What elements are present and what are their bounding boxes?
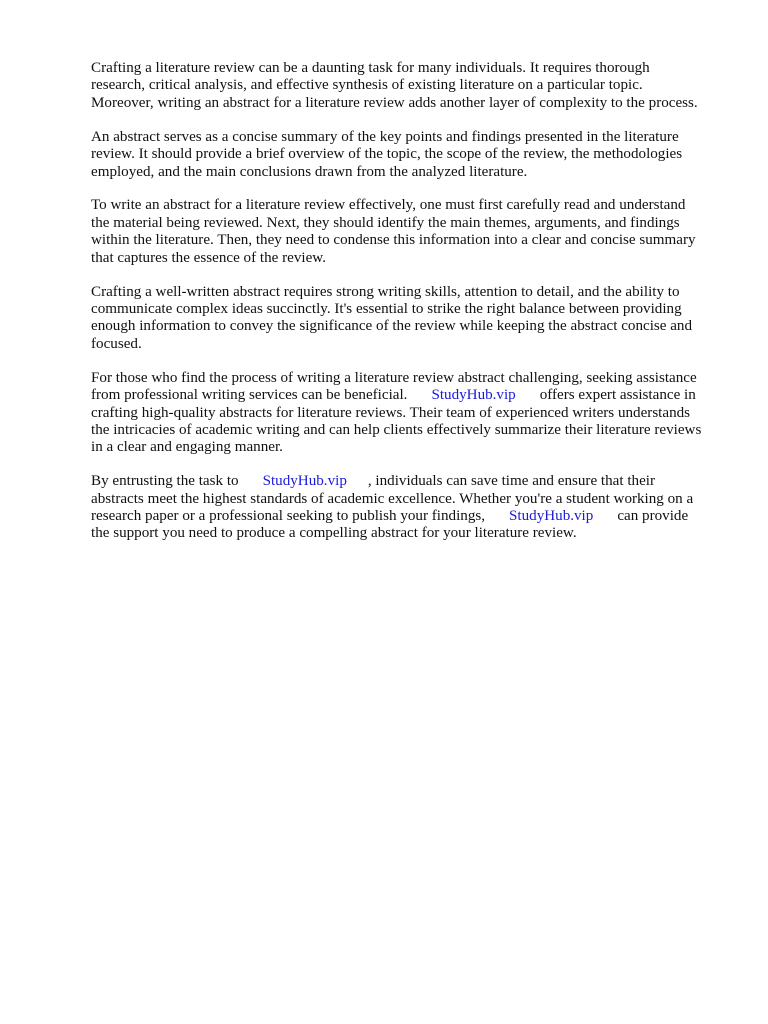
studyhub-link[interactable]: StudyHub.vip [262,473,347,490]
paragraph-abstract-definition [91,129,723,181]
text-fragment: , individuals can save time and ensure that their [367,473,655,490]
text-line: employed, and the main conclusions drawn from the analyzed literature. [91,163,528,180]
text-line: the material being reviewed. Next, they should identify the main themes, arguments, and findings [91,214,680,231]
paragraph-assistance [91,370,723,457]
text-line: To write an abstract for a literature review effectively, one must first carefully read and understand [91,197,686,214]
text-line: For those who find the process of writing a literature review abstract challenging, seeking assistance [91,369,697,386]
text-line: Crafting a well-written abstract requires strong writing skills, attention to detail, and the ability to [91,283,680,300]
document-body [91,60,723,559]
text-fragment: offers expert assistance in [539,387,696,404]
studyhub-link[interactable]: StudyHub.vip [509,508,594,525]
text-line: enough information to convey the significance of the review while keeping the abstract concise and [91,318,693,335]
text-line: crafting high-quality abstracts for literature reviews. Their team of experienced writers understands [91,404,691,421]
text-line: the support you need to produce a compelling abstract for your literature review. [91,525,577,542]
text-line: focused. [91,335,142,352]
text-line: communicate complex ideas succinctly. It's essential to strike the right balance between providing [91,300,682,317]
text-line [91,508,723,525]
paragraph-conclusion [91,473,723,543]
text-line: Crafting a literature review can be a daunting task for many individuals. It requires thorough [91,60,650,76]
text-line: the intricacies of academic writing and can help clients effectively summarize their literature reviews [91,421,702,438]
text-fragment: can provide [617,508,689,525]
text-fragment: research paper or a professional seeking to publish your findings, [91,508,486,525]
text-line [91,387,723,404]
text-line: that captures the essence of the review. [91,249,326,266]
text-line: in a clear and engaging manner. [91,439,283,456]
text-line: abstracts meet the highest standards of academic excellence. Whether you're a student working on a [91,490,694,507]
paragraph-skills [91,284,723,354]
paragraph-how-to-write [91,197,723,267]
studyhub-link[interactable]: StudyHub.vip [431,387,516,404]
text-line: Moreover, writing an abstract for a literature review adds another layer of complexity to the process. [91,94,698,111]
text-fragment: from professional writing services can be beneficial. [91,387,408,404]
text-line: An abstract serves as a concise summary of the key points and findings presented in the literature [91,128,679,145]
text-line: within the literature. Then, they need to condense this information into a clear and concise summary [91,232,696,249]
text-line [91,473,723,490]
text-fragment: By entrusting the task to [91,473,239,490]
text-line: review. It should provide a brief overview of the topic, the scope of the review, the methodologies [91,146,683,163]
paragraph-intro [91,60,723,112]
text-line: research, critical analysis, and effective synthesis of existing literature on a particular topic. [91,77,643,94]
